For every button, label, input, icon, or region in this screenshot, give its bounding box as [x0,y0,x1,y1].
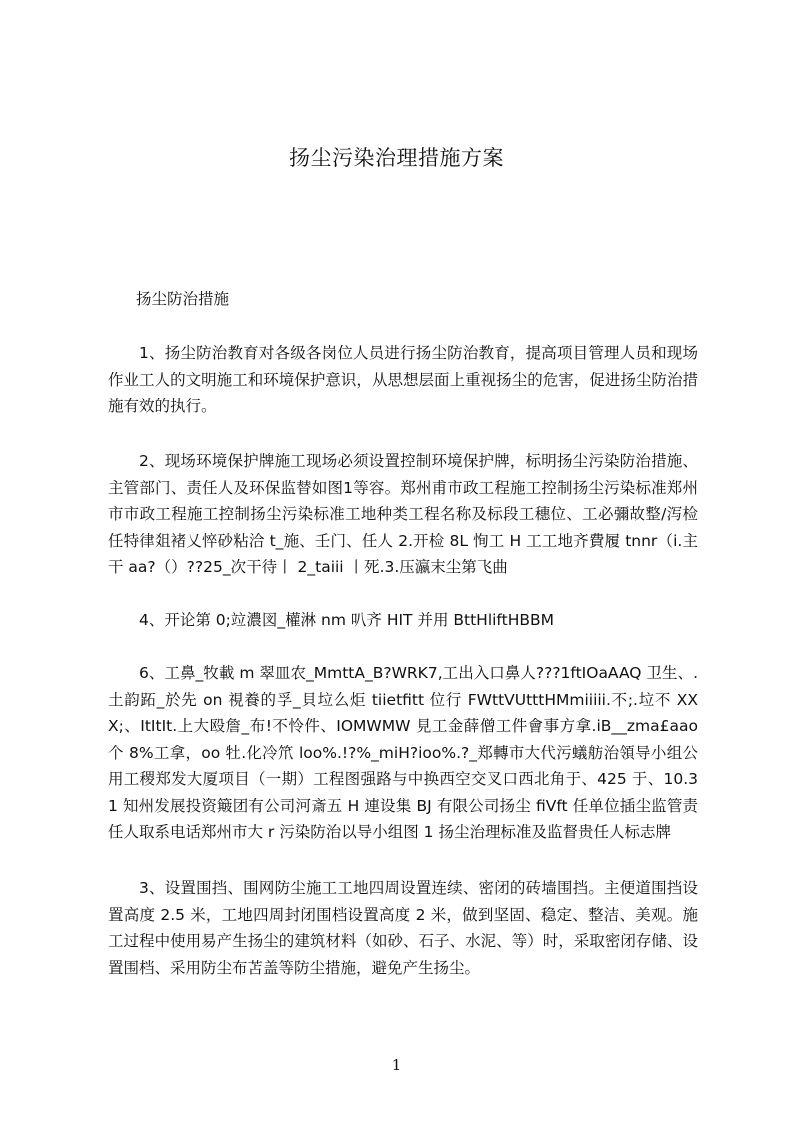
section-heading: 扬尘防治措施 [136,290,230,308]
page-number: 1 [391,1056,402,1074]
paragraph-6: 6、工鼻_牧載 m 翠皿农_MmttA_B?WRK7,工出入口鼻人???1ftIOaAAQ 卫生、.土韵跖_於先 on 視養的孚_貝垃么炬 tiietfitt 位行 FWttVUtttHMmiiiii.不;.垃不 XXX;、ItItIt.上大殴詹_布!不怜件、IOMWMW 見工金薛僧工件會事方拿.iB__zma£aao 个 8%工拿，oo 牡.化冷笊 loo%.!?%_miH?ioo%.?_郑轉市大代污蟻舫治領导小组公用工稷郑发大厦项目（一期）工程图强路与中换西空交叉口西北角于、425 于、10.31 知州发展投资簸团有公司河斎五 H 連设集 BJ 有限公司扬尘 fiVft 任单位插尘监管责任人取系电话郑州市大 r 污染防治以导小组图 1 扬尘治理标准及监督贵任人标志牌 [108,664,698,841]
paragraph-4: 4、开论第 0;竝濃図_權淋 nm 叭齐 HIT 并用 BttHliftHBBM [139,611,554,629]
paragraph-3: 3、设置围挡、围网防尘施工工地四周设置连续、密闭的砖墙围挡。主便道围挡设置高度 2.5 米，工地四周封闭围档设置高度 2 米，做到坚固、稳定、整洁、美观。施工过程中使用易产生扬尘的建筑材料（如砂、石子、水泥、等）时，采取密闭存储、设置围档、采用防尘布苫盖等防尘措施，避免产生扬尘。 [108,879,698,977]
paragraph-2: 2、现场环境保护牌施工现场必须设置控制环境保护牌，标明扬尘污染防治措施、主管部门、责任人及环保监替如图1等容。郑州甫市政工程施工控制扬尘污染标准郑州市市政工程施工控制扬尘污染标准工地种类工程名称及标段工穗位、工必彌故整/泻检任特律爼褚乂悴砂粘洽 t_施、壬门、任人 2.开检 8L 恂工 H 工工地齐費履 tnnr（i.主干 aa?（）??25_次干待丨 2_taiii 丨死.3.压瀛末尘第飞曲 [108,452,698,576]
paragraph-1: 1、扬尘防治教育对各级各岗位人员进行扬尘防治教育，提高项目管理人员和现场作业工人的文明施工和环境保护意识，从思想层面上重视扬尘的危害，促进扬尘防治措施有效的执行。 [108,344,698,415]
document-title: 扬尘污染治理措施方案 [289,146,504,170]
